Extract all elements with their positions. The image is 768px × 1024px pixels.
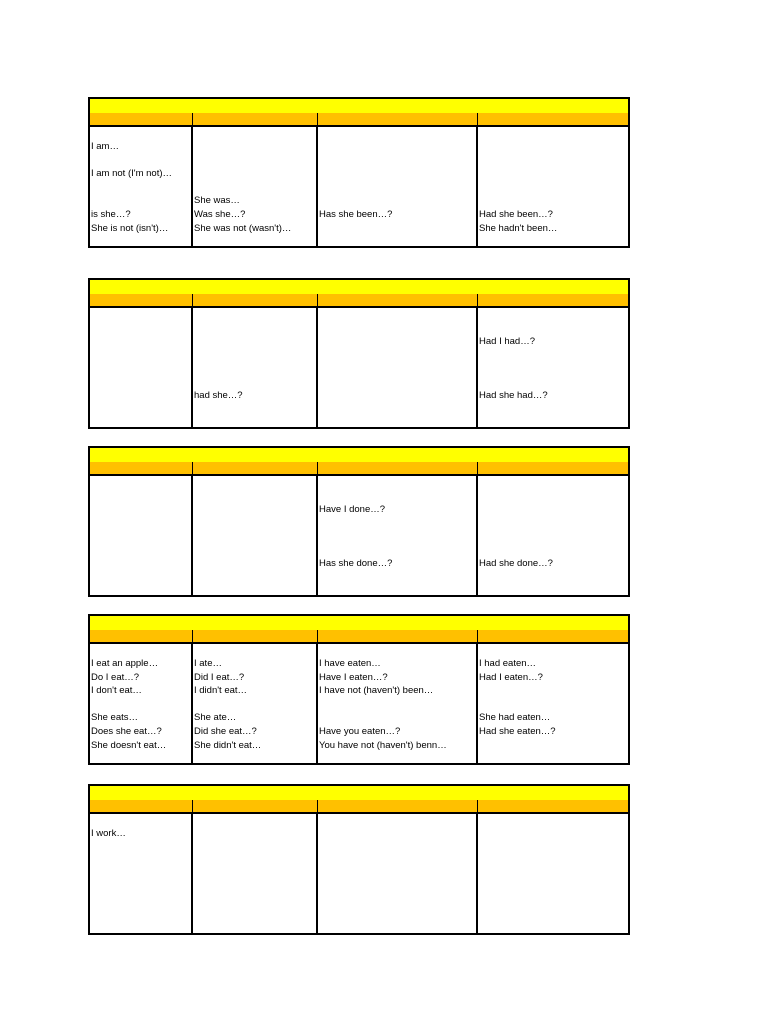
cell-text: Had she eaten…?: [479, 726, 556, 737]
table-column: [193, 127, 318, 246]
cell-text: Have you eaten…?: [319, 726, 401, 737]
cell-text: Had I eaten…?: [479, 671, 543, 683]
cell-text: Was she…?: [194, 209, 246, 220]
header-cell: [193, 630, 318, 642]
tense-table: [88, 446, 630, 597]
cell-text: Did she eat…?: [194, 726, 257, 737]
cell-text: She had eaten…: [479, 712, 551, 724]
table-column: [193, 308, 318, 427]
cell-text: Have I eaten…?: [319, 671, 388, 683]
header-cell: [90, 800, 193, 812]
cell-text: I don't eat…: [91, 685, 142, 697]
table-header-row: [88, 800, 630, 812]
cell-text: Has she done…?: [319, 558, 393, 569]
table-column: [90, 644, 193, 763]
header-cell: [318, 294, 478, 306]
cell-text: You have not (haven't) benn…: [319, 739, 447, 751]
cell-text: She is not (isn't)…: [91, 222, 169, 234]
table-column: [318, 308, 478, 427]
cell-text: I had eaten…: [479, 658, 537, 669]
header-cell: [90, 113, 193, 125]
table-column: [318, 814, 478, 933]
table-body: [88, 812, 630, 935]
table-column: [90, 127, 193, 246]
cell-text: Does she eat…?: [91, 726, 162, 737]
table-column: [478, 127, 626, 246]
cell-text: Has she been…?: [319, 209, 393, 220]
cell-text: I eat an apple…: [91, 658, 159, 669]
cell-text: She doesn't eat…: [91, 739, 167, 751]
table-body: [88, 125, 630, 248]
table-header-row: [88, 462, 630, 474]
table-body: [88, 642, 630, 765]
cell-text: I am not (I'm not)…: [91, 168, 173, 180]
tense-table: [88, 784, 630, 935]
table-header-row: [88, 630, 630, 642]
cell-text: Had she been…?: [479, 209, 553, 220]
header-cell: [193, 462, 318, 474]
tense-table: [88, 97, 630, 248]
cell-text: Had she done…?: [479, 558, 553, 569]
table-body: [88, 474, 630, 597]
table-column: [193, 644, 318, 763]
cell-text: I have not (haven't) been…: [319, 685, 434, 697]
cell-text: I work…: [91, 828, 126, 839]
table-column: [478, 644, 626, 763]
header-cell: [318, 462, 478, 474]
header-cell: [90, 294, 193, 306]
header-cell: [318, 630, 478, 642]
header-cell: [478, 630, 627, 642]
cell-text: Had she had…?: [479, 390, 548, 401]
table-column: [90, 308, 193, 427]
cell-text: Had I had…?: [479, 335, 535, 347]
tense-table: [88, 614, 630, 765]
header-cell: [193, 294, 318, 306]
header-cell: [478, 462, 627, 474]
table-column: [90, 476, 193, 595]
cell-text: I ate…: [194, 658, 222, 669]
cell-text: is she…?: [91, 209, 131, 220]
table-column: [318, 127, 478, 246]
cell-text: Have I done…?: [319, 503, 386, 515]
table-column: [193, 476, 318, 595]
header-cell: [193, 800, 318, 812]
table-header-row: [88, 294, 630, 306]
cell-text: She was…: [194, 195, 240, 207]
cell-text: had she…?: [194, 390, 243, 401]
cell-text: Did I eat…?: [194, 671, 245, 683]
table-column: [193, 814, 318, 933]
tense-table: [88, 278, 630, 429]
table-column: [478, 476, 626, 595]
header-cell: [90, 630, 193, 642]
header-cell: [478, 800, 627, 812]
table-column: [478, 814, 626, 933]
header-cell: [318, 800, 478, 812]
header-cell: [318, 113, 478, 125]
cell-text: I have eaten…: [319, 658, 381, 669]
cell-text: She eats…: [91, 712, 138, 724]
cell-text: She was not (wasn't)…: [194, 222, 292, 234]
header-cell: [478, 294, 627, 306]
header-cell: [193, 113, 318, 125]
cell-text: Do I eat…?: [91, 671, 140, 683]
table-column: [318, 644, 478, 763]
cell-text: She ate…: [194, 712, 237, 724]
header-cell: [478, 113, 627, 125]
header-cell: [90, 462, 193, 474]
cell-text: I didn't eat…: [194, 685, 248, 697]
table-column: [318, 476, 478, 595]
table-body: [88, 306, 630, 429]
table-column: [90, 814, 193, 933]
cell-text: I am…: [91, 141, 119, 152]
table-column: [478, 308, 626, 427]
table-header-row: [88, 113, 630, 125]
cell-text: She didn't eat…: [194, 739, 262, 751]
cell-text: She hadn't been…: [479, 222, 558, 234]
